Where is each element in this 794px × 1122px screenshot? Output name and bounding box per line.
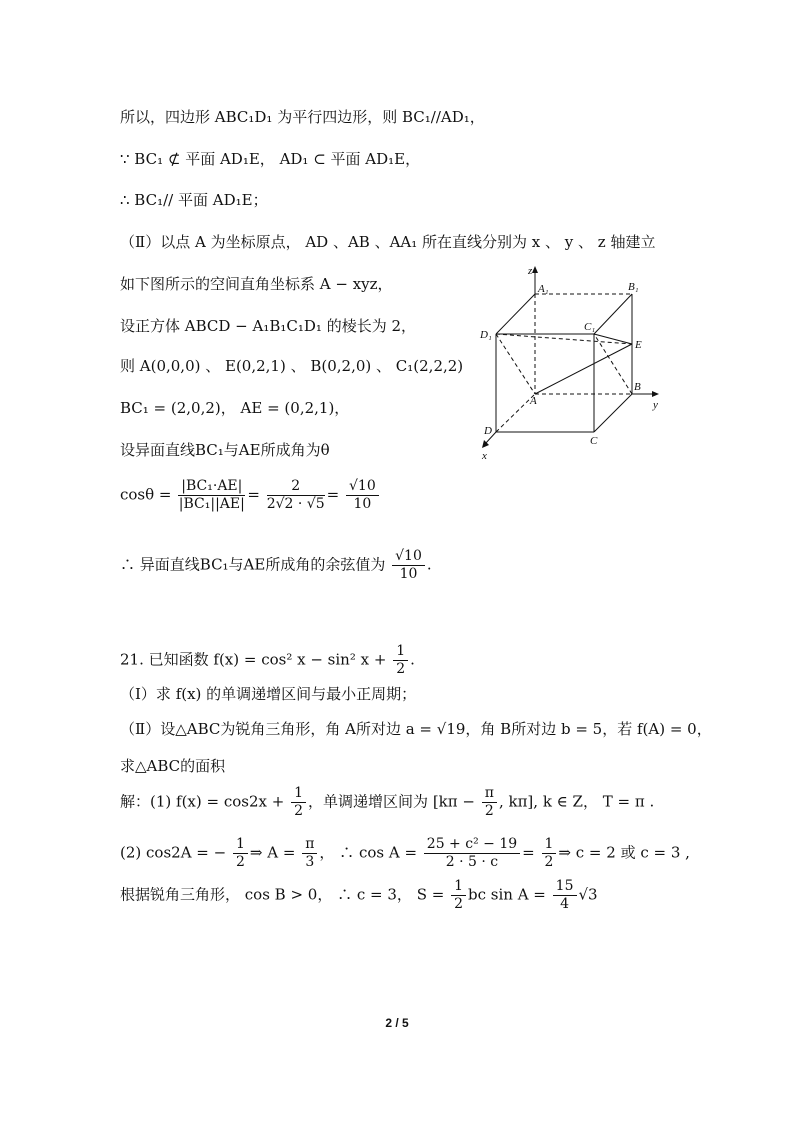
frac-num: 1 bbox=[393, 643, 408, 661]
sol2-text-e: ⇒ c = 2 或 c = 3 , bbox=[558, 843, 690, 862]
frac-num: π bbox=[302, 836, 317, 854]
text-line-4: （Ⅱ）以点 A 为坐标原点， AD 、AB 、AA₁ 所在直线分别为 x 、 y 、 z 轴建立 bbox=[120, 233, 656, 251]
cos-theta-frac-2 bbox=[267, 478, 325, 513]
sol2-frac-4 bbox=[542, 836, 557, 871]
conclusion-line: ∴ 异面直线BC₁与AE所成角的余弦值为 $\frac{√10}{10}$ . bbox=[120, 548, 432, 582]
sol1-text-c: , k ∈ Z， T = π . bbox=[533, 792, 655, 811]
label-z: z bbox=[528, 265, 533, 277]
frac-den: 2 bbox=[454, 896, 464, 912]
frac-num: 2 bbox=[267, 478, 325, 496]
frac-num: 1 bbox=[542, 836, 557, 854]
label-c1: C₁ bbox=[584, 321, 596, 333]
sol3-text-c: √3 bbox=[578, 885, 598, 904]
label-c: C bbox=[590, 435, 598, 447]
sol2-text-d: = bbox=[522, 843, 535, 862]
label-d1: D₁ bbox=[480, 329, 492, 341]
question-21-stem: 21. 已知函数 f(x) = cos² x − sin² x + $\frac{1}{2}$ . bbox=[120, 643, 415, 677]
frac-num: √10 bbox=[392, 548, 425, 566]
cos-theta-frac-3 bbox=[346, 478, 379, 513]
label-b: B bbox=[634, 381, 641, 393]
sol2-text-c: ， ∴ cos A = bbox=[319, 843, 418, 862]
sol3-text-a: 根据锐角三角形， cos B > 0， ∴ c = 3， S = bbox=[120, 885, 445, 904]
cos-theta-label: cosθ = bbox=[120, 485, 172, 504]
frac-num: π bbox=[482, 785, 497, 803]
frac-num: 15 bbox=[553, 878, 577, 896]
conclusion-text: ∴ 异面直线BC₁与AE所成角的余弦值为 bbox=[120, 555, 386, 574]
q21-frac bbox=[393, 643, 408, 678]
frac-den: 10 bbox=[353, 496, 372, 512]
frac-den: 4 bbox=[560, 896, 570, 912]
sol3-frac-1 bbox=[451, 878, 466, 913]
frac-den: 2 bbox=[396, 661, 406, 677]
frac-num: 1 bbox=[233, 836, 248, 854]
sol1-interval-left: [kπ − bbox=[432, 792, 475, 811]
sol3-text-b: bc sin A = bbox=[468, 885, 546, 904]
label-a1: A₁ bbox=[538, 283, 549, 295]
frac-den: |BC₁||AE| bbox=[178, 496, 245, 512]
text-line-6: 设正方体 ABCD − A₁B₁C₁D₁ 的棱长为 2， bbox=[120, 317, 417, 335]
frac-num: 25 + c² − 19 bbox=[424, 836, 520, 854]
frac-den: 2 bbox=[544, 854, 554, 870]
text-line-1: 所以，四边形 ABC₁D₁ 为平行四边形，则 BC₁//AD₁， bbox=[120, 108, 485, 126]
label-d: D bbox=[484, 425, 492, 437]
sol1-text-a: 解：(1) f(x) = cos2x + bbox=[120, 792, 285, 811]
frac-den: 10 bbox=[399, 566, 418, 582]
sol1-interval-right: , kπ] bbox=[498, 792, 534, 811]
frac-num: 1 bbox=[291, 785, 306, 803]
text-line-7: 则 A(0,0,0) 、 E(0,2,1) 、 B(0,2,0) 、 C₁(2,2,2) bbox=[120, 357, 464, 375]
frac-num: 1 bbox=[451, 878, 466, 896]
sol1-text-b: ，单调递增区间为 bbox=[308, 792, 429, 811]
cube-diagram bbox=[470, 262, 680, 462]
cos-theta-frac-1 bbox=[178, 478, 245, 513]
frac-den: 2 bbox=[484, 803, 494, 819]
text-line-2: ∵ BC₁ ⊄ 平面 AD₁E， AD₁ ⊂ 平面 AD₁E， bbox=[120, 150, 421, 168]
solution-1 bbox=[120, 785, 654, 820]
sol3-frac-2 bbox=[553, 878, 577, 913]
sol2-text-b: ⇒ A = bbox=[249, 843, 296, 862]
cos-theta-line: cosθ = $\frac{\text{|BC₁·AE|}}{\text{|BC₁||AE|}}$ = $\frac{2}{2√2 \cdot √5}$ = $\frac{√10}{10}$ bbox=[120, 478, 381, 513]
page-number: 2 / 5 bbox=[385, 1016, 409, 1030]
q21-text: 21. 已知函数 f(x) = cos² x − sin² x + bbox=[120, 650, 387, 669]
conclusion-frac bbox=[392, 548, 425, 583]
frac-den: 2 bbox=[235, 854, 245, 870]
sol2-frac-2 bbox=[302, 836, 317, 871]
label-x: x bbox=[482, 450, 487, 462]
question-21-part-2-cont: 求△ABC的面积 bbox=[120, 757, 226, 775]
sol1-interval-frac bbox=[482, 785, 497, 820]
text-line-9: 设异面直线BC₁与AE所成角为θ bbox=[120, 441, 330, 459]
label-a: A bbox=[530, 395, 537, 407]
question-21-part-2: （Ⅱ）设△ABC为锐角三角形，角 A所对边 a = √19，角 B所对边 b = 5，若 f(A) = 0， bbox=[120, 720, 712, 738]
sol2-text-a: (2) cos2A = − bbox=[120, 843, 227, 862]
frac-num: √10 bbox=[346, 478, 379, 496]
sol1-frac bbox=[291, 785, 306, 820]
frac-den: 3 bbox=[305, 854, 315, 870]
question-21-part-1: （Ⅰ）求 f(x) 的单调递增区间与最小正周期； bbox=[120, 685, 417, 703]
text-line-8: BC₁ = (2,0,2)， AE = (0,2,1)， bbox=[120, 399, 350, 417]
sol2-frac-1 bbox=[233, 836, 248, 871]
frac-den: 2 · 5 · c bbox=[445, 854, 499, 870]
label-y: y bbox=[653, 399, 658, 411]
sol2-frac-3 bbox=[424, 836, 520, 871]
text-line-3: ∴ BC₁// 平面 AD₁E； bbox=[120, 191, 268, 209]
label-e: E bbox=[635, 339, 642, 351]
solution-2 bbox=[120, 836, 690, 871]
label-b1: B₁ bbox=[628, 281, 639, 293]
frac-den: 2√2 · √5 bbox=[266, 496, 325, 512]
frac-num: |BC₁·AE| bbox=[178, 478, 245, 496]
text-line-5: 如下图所示的空间直角坐标系 A − xyz， bbox=[120, 275, 393, 293]
frac-den: 2 bbox=[294, 803, 304, 819]
solution-3 bbox=[120, 878, 598, 913]
